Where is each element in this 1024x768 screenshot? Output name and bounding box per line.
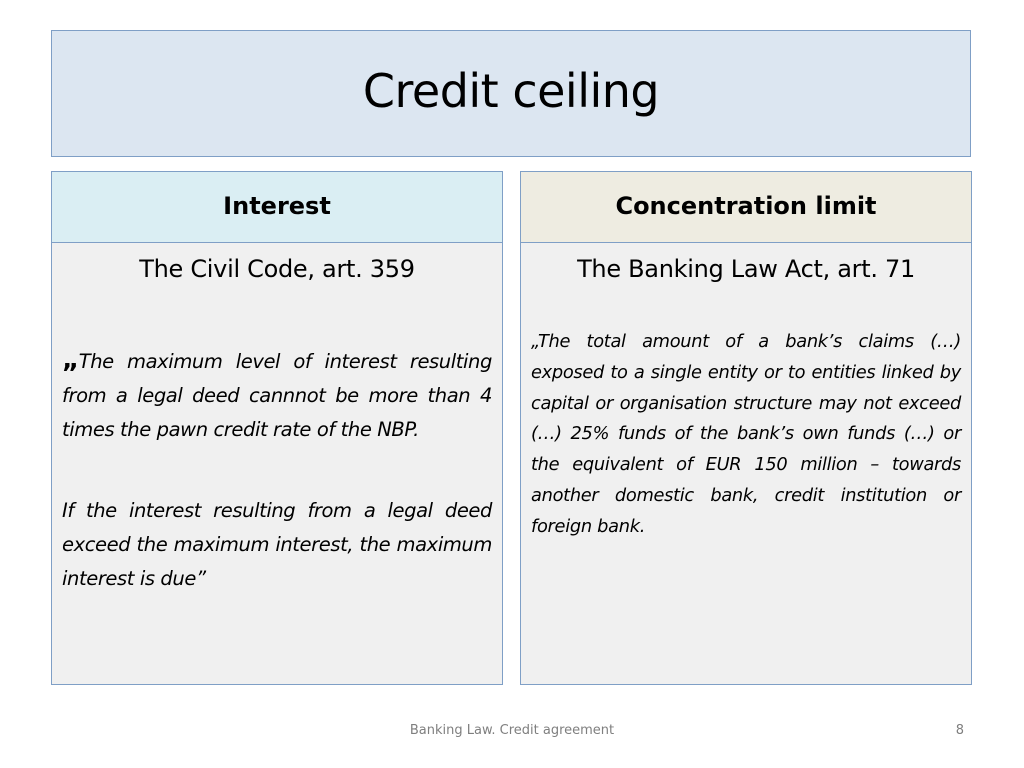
- interest-panel-header: [52, 172, 502, 243]
- banking-law-source: The Banking Law Act, art. 71: [577, 255, 915, 283]
- page-number: 8: [955, 723, 964, 738]
- civil-code-source: The Civil Code, art. 359: [139, 255, 415, 283]
- concentration-panel-header: [521, 172, 971, 243]
- open-quote-mark: „: [62, 345, 79, 375]
- interest-panel-body: [52, 255, 502, 596]
- title-box: [51, 30, 971, 157]
- footer-text: Banking Law. Credit agreement: [409, 723, 615, 738]
- interest-quote-text-1: The maximum level of interest resulting from a legal deed cannnot be more than 4 times the pawn credit rate of the NBP.: [62, 350, 492, 441]
- concentration-panel: [520, 171, 972, 685]
- concentration-quote-paragraph: „The total amount of a bank’s claims (…) exposed to a single entity or to entities linked by capital or organisation structure may not exceed (…) 25% funds of the bank’s own funds (…) or the equivalent of EUR 150 million – towards another domestic bank, credit institution or foreign bank.: [531, 331, 961, 537]
- interest-header-text: Interest: [223, 192, 331, 220]
- interest-quote-paragraph-2: If the interest resulting from a legal deed exceed the maximum interest, the maximum interest is due”: [62, 499, 492, 590]
- slide-title: Credit ceiling: [362, 63, 660, 118]
- interest-quote-paragraph-1: [62, 343, 492, 447]
- concentration-header-text: Concentration limit: [615, 192, 877, 220]
- concentration-panel-body: [521, 255, 971, 543]
- interest-panel: [51, 171, 503, 685]
